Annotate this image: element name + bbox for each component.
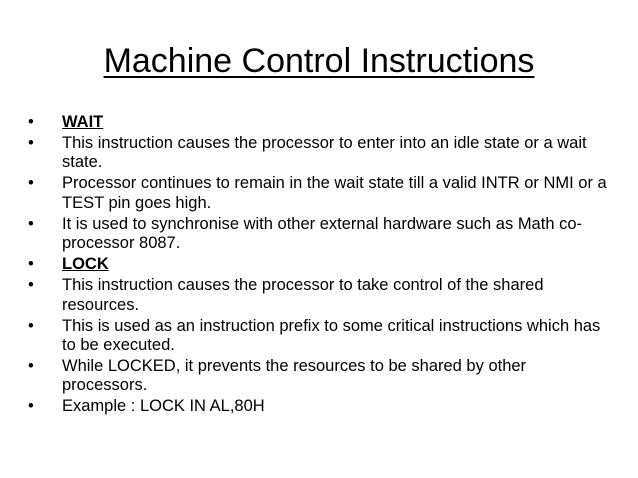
bullet-text: WAIT (62, 113, 104, 131)
bullet-item (24, 317, 614, 356)
bullet-text: LOCK (62, 255, 109, 274)
bullet-dot-icon: • (28, 113, 34, 131)
bullet-text: While LOCKED, it prevents the resources to be shared by other processors. (62, 357, 527, 395)
bullet-item (24, 215, 614, 254)
bullet-dot-icon: • (28, 134, 34, 152)
bullet-text: Processor continues to remain in the wait state till a valid INTR or NMI or a TEST pin goes high. (62, 174, 607, 212)
bullet-text: This instruction causes the processor to enter into an idle state or a wait state. (62, 134, 587, 172)
bullet-item (24, 397, 614, 416)
bullet-item (24, 276, 614, 315)
bullet-dot-icon: • (28, 357, 34, 376)
bullet-item-wait-heading (24, 113, 614, 132)
bullet-dot-icon: • (28, 276, 34, 295)
bullet-item (24, 174, 614, 213)
bullet-list (24, 113, 614, 418)
bullet-dot-icon: • (28, 397, 34, 416)
bullet-text: This instruction causes the processor to take control of the shared resources. (62, 276, 544, 314)
bullet-text: Example : LOCK IN AL,80H (62, 397, 265, 416)
slide-title: Machine Control Instructions (103, 42, 535, 80)
bullet-dot-icon: • (28, 316, 34, 335)
bullet-item (24, 357, 614, 396)
bullet-item (24, 134, 614, 173)
bullet-text: It is used to synchronise with other external hardware such as Math co-processor 8087. (62, 214, 582, 253)
bullet-dot-icon: • (28, 174, 34, 193)
bullet-item-lock-heading (24, 255, 614, 274)
bullet-text: This is used as an instruction prefix to some critical instructions which has to be executed. (62, 316, 601, 355)
bullet-dot-icon: • (28, 214, 34, 233)
bullet-dot-icon: • (28, 255, 34, 274)
